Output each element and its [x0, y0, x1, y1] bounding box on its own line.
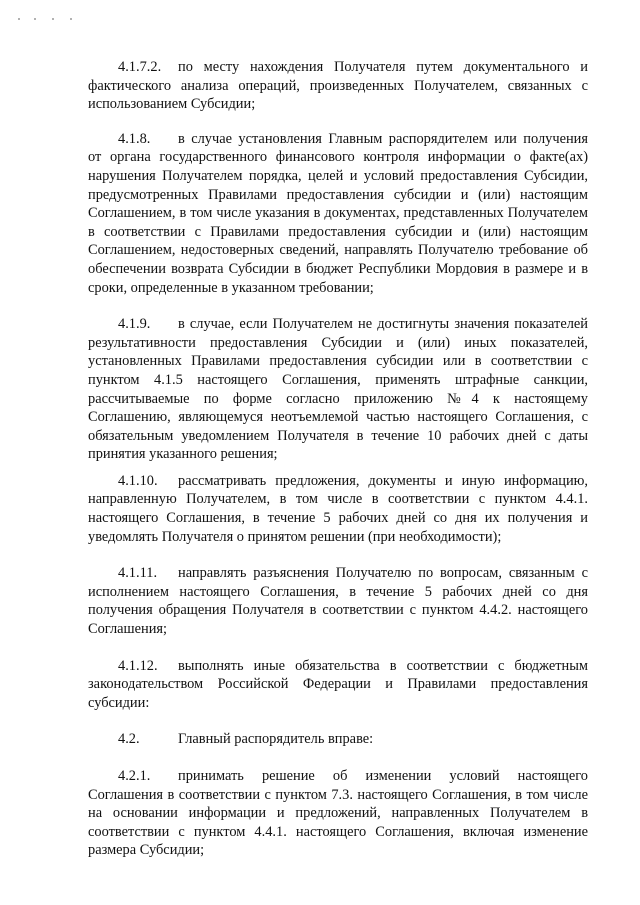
clause-number: 4.2.	[118, 731, 140, 748]
clause-text: выполнять иные обязательства в соответствии с бюджетным законодательством Российской Федерации и Правилами предоставления субсидии:	[88, 657, 588, 711]
clause-text: в случае, если Получателем не достигнуты значения показателей результативности предоставления Субсидии и (или) иных показателей, установленных Правилами предоставления субсидии или в соответствии с пунктом 4.1.5 настоящего Соглашения, применять штрафные санкции, рассчитываемые по форме согласно приложению №4 к настоящему Соглашению, являющемуся неотъемлемой частью настоящего Соглашения, с обязательным уведомлением Получателя в течение 10 рабочих дней с даты принятия указанного решения;	[88, 316, 588, 463]
clause-4-1-10	[88, 472, 588, 546]
clause-text: рассматривать предложения, документы и иную информацию, направленную Получателем, в том числе в соответствии с пунктом 4.4.1. настоящего Соглашения, в течение 5 рабочих дней со дня их получения и уведомлять Получателя о принятом решении (при необходимости);	[88, 472, 588, 545]
clause-text: в случае установления Главным распорядителем или получения от органа государственного финансового контроля информации о факте(ах) нарушения Получателем порядка, целей и условий предоставления Субсидии, предусмотренных Правилами предоставления субсидии и (или) настоящим Соглашением, в том числе указания в документах, представленных Получателем в соответствии с Правилами предоставления субсидии и (или) настоящим Соглашением, недостоверных сведений, направлять Получателю требование об обеспечении возврата Субсидии в бюджет Республики Мордовия в размере и в сроки, определенные в указанном требовании;	[88, 130, 588, 296]
clause-number: 4.1.9.	[118, 316, 151, 333]
clause-4-1-7-2	[88, 58, 588, 114]
clause-number: 4.1.7.2.	[118, 59, 162, 75]
clause-number: 4.1.11.	[118, 565, 158, 582]
clause-number: 4.2.1.	[118, 768, 151, 784]
clause-number: 4.1.10.	[118, 472, 158, 489]
clause-text: направлять разъяснения Получателю по вопросам, связанным с исполнением настоящего Соглашения, в течение 5 рабочих дней со дня получения обращения Получателя в соответствии с пунктом 4.4.2. настоящего Соглашения;	[88, 565, 588, 638]
clause-4-2	[88, 730, 588, 749]
clause-text: принимать решение об изменении условий настоящего Соглашения в соответствии с пунктом 7.3. настоящего Соглашения, в том числе на основании информации и предложений, направленных Получателем в соответствии с пунктом 4.4.1. настоящего Соглашения, включая изменение размера Субсидии;	[88, 768, 588, 859]
clause-4-1-12	[88, 657, 588, 713]
clause-4-1-11	[88, 564, 588, 638]
clause-text: по месту нахождения Получателя путем документального и фактического анализа операций, произведенных Получателем, связанных с использованием Субсидии;	[88, 59, 588, 113]
clause-number: 4.1.8.	[118, 130, 151, 147]
clause-4-1-9	[88, 315, 588, 464]
document-body	[88, 58, 588, 860]
clause-number: 4.1.12.	[118, 657, 158, 674]
scan-artifact-marks	[18, 18, 88, 26]
clause-4-1-8	[88, 130, 588, 297]
clause-text: Главный распорядитель вправе:	[178, 731, 374, 748]
clause-4-2-1	[88, 767, 588, 860]
